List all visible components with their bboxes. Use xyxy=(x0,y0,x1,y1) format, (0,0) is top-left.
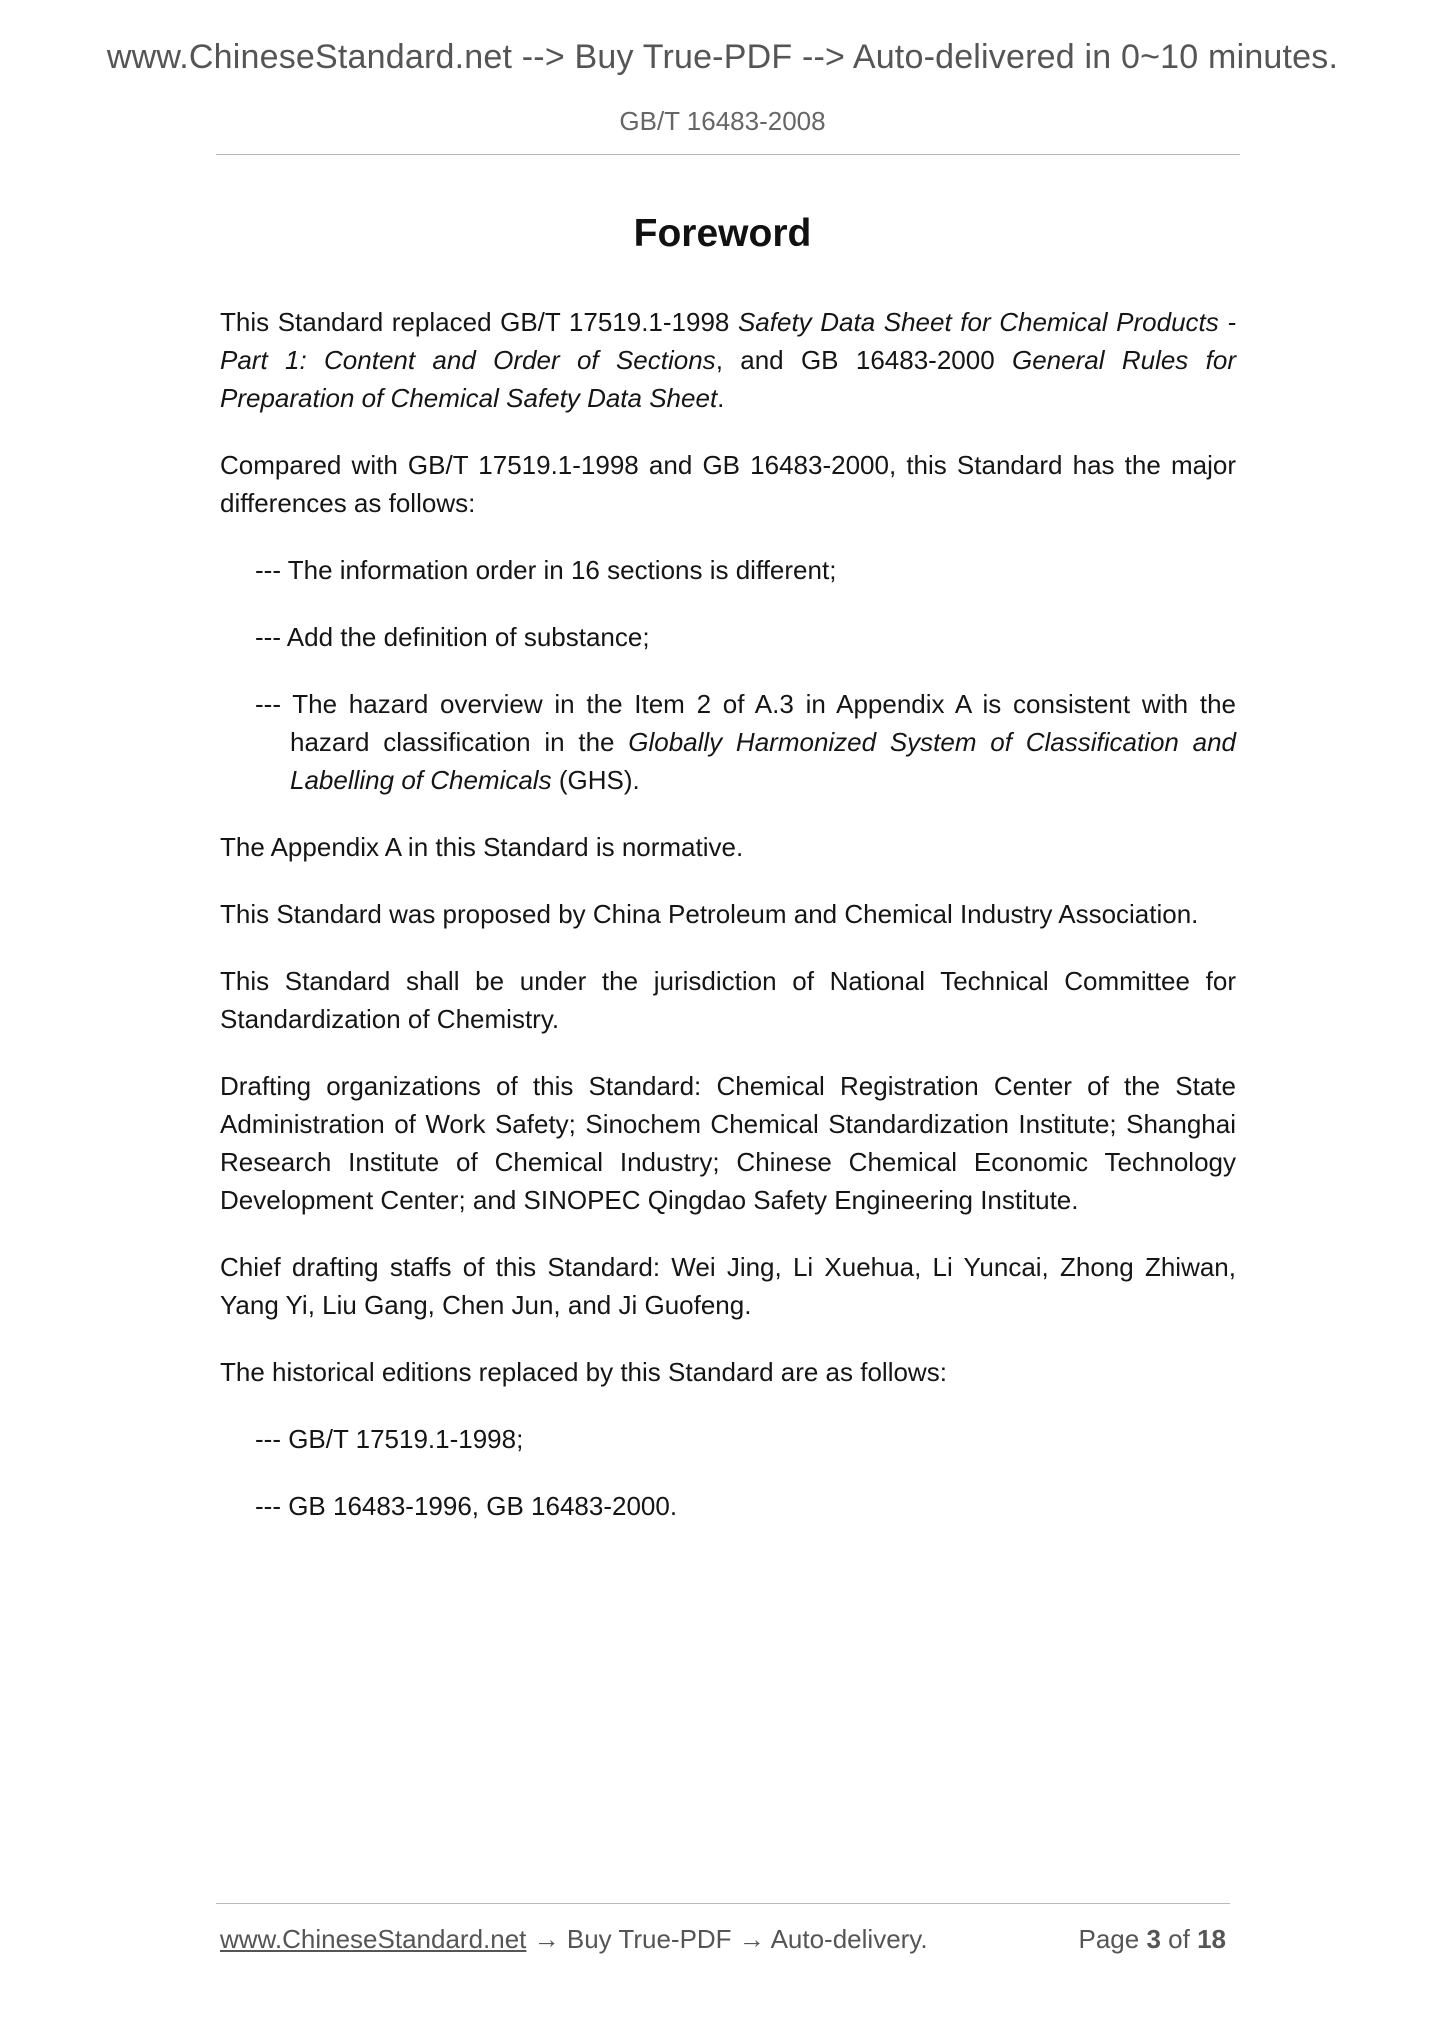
foreword-body xyxy=(220,303,1236,1554)
paragraph-differences: Compared with GB/T 17519.1-1998 and GB 16483-2000, this Standard has the major differences as follows: xyxy=(220,450,1236,518)
difference-item: --- Add the definition of substance; xyxy=(255,622,650,652)
page-number: 3 xyxy=(1146,1924,1161,1954)
header-divider xyxy=(216,154,1240,155)
title-safety-data-sheet: Safety Data Sheet for Chemical Products - Part 1: Content and Order of Sections xyxy=(220,307,1236,375)
paragraph-historical-editions: The historical editions replaced by this Standard are as follows: xyxy=(220,1357,947,1387)
footer-divider xyxy=(216,1903,1230,1904)
difference-item: --- The information order in 16 sections is different; xyxy=(255,555,837,585)
paragraph-proposed: This Standard was proposed by China Petroleum and Chemical Industry Association. xyxy=(220,899,1199,929)
standard-code: GB/T 16483-2008 xyxy=(619,106,826,136)
paragraph-drafting-organizations: Drafting organizations of this Standard: Chemical Registration Center of the State Administration of Work Safety; Sinochem Chemical Standardization Institute; Shanghai Research Institute of Chemical Industry; Chinese Chemical Economic Technology Development Center; and SINOPEC Qingdao Safety Engineering Institute. xyxy=(220,1071,1236,1215)
page-indicator: Page 3 of 18 xyxy=(1078,1924,1226,1954)
difference-item: --- The hazard overview in the Item 2 of A.3 in Appendix A is consistent with the hazard classification in the Globally Harmonized System of Classification and Labelling of Chemicals (GHS). xyxy=(255,689,1236,795)
paragraph-jurisdiction: This Standard shall be under the jurisdiction of National Technical Committee for Standardization of Chemistry. xyxy=(220,966,1236,1034)
footer-left xyxy=(220,1924,928,1955)
paragraph-appendix: The Appendix A in this Standard is normative. xyxy=(220,832,744,862)
footer-tagline: → Buy True-PDF → Auto-delivery. xyxy=(526,1924,928,1954)
top-banner: www.ChineseStandard.net --> Buy True-PDF --> Auto-delivered in 0~10 minutes. xyxy=(106,38,1339,76)
title-general-rules: General Rules for Preparation of Chemical Safety Data Sheet xyxy=(220,345,1236,413)
edition-item: --- GB 16483-1996, GB 16483-2000. xyxy=(255,1491,678,1521)
site-link[interactable]: www.ChineseStandard.net xyxy=(220,1924,527,1954)
paragraph-replaced: This Standard replaced GB/T 17519.1-1998 Safety Data Sheet for Chemical Products - Part 1: Content and Order of Sections, and GB 16483-2000 General Rules for Preparation of Chemical Safety Data Sheet. xyxy=(220,307,1236,413)
page-total: 18 xyxy=(1197,1924,1226,1954)
edition-item: --- GB/T 17519.1-1998; xyxy=(255,1424,524,1454)
title-ghs: Globally Harmonized System of Classification and Labelling of Chemicals xyxy=(290,727,1236,795)
page-title: Foreword xyxy=(633,212,812,255)
page-footer xyxy=(220,1924,1226,1955)
paragraph-drafting-staff: Chief drafting staffs of this Standard: Wei Jing, Li Xuehua, Li Yuncai, Zhong Zhiwan, Yang Yi, Liu Gang, Chen Jun, and Ji Guofeng. xyxy=(220,1252,1236,1320)
